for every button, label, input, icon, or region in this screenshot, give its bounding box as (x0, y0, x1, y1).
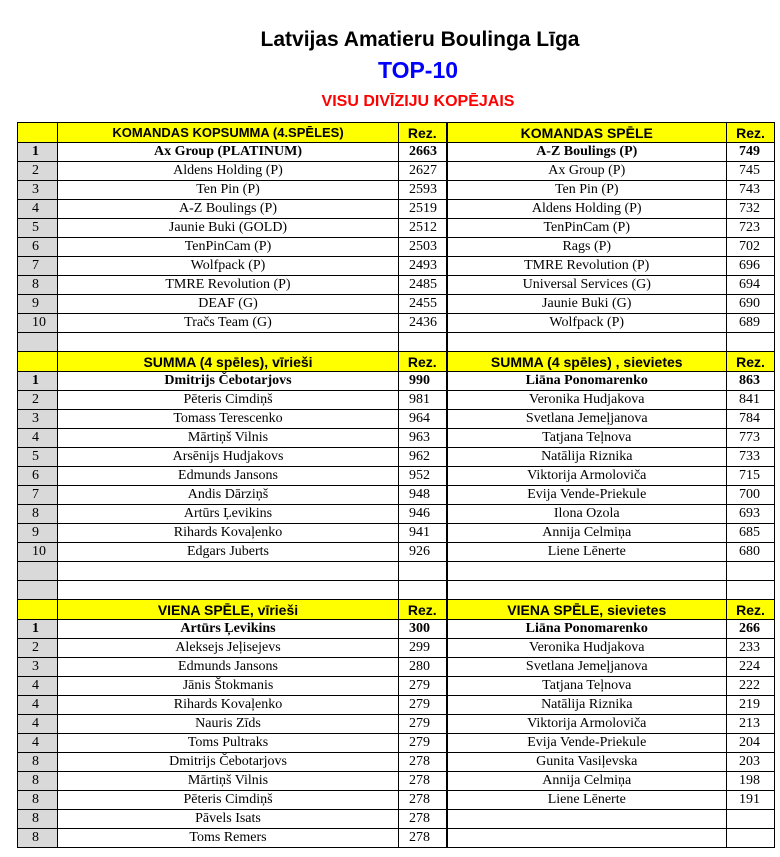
rank-cell: 2 (18, 391, 58, 410)
table-row (18, 734, 775, 753)
spacer-cell (58, 333, 399, 352)
spacer-row (18, 581, 775, 600)
rez-header: Rez. (727, 352, 775, 372)
left-score-cell: 299 (399, 639, 447, 658)
right-name-cell: Liāna Ponomarenko (447, 620, 727, 639)
rank-cell: 4 (18, 677, 58, 696)
left-score-cell: 300 (399, 620, 447, 639)
spacer-cell (58, 581, 399, 600)
spacer-cell (18, 581, 58, 600)
left-name-cell: Rihards Kovaļenko (58, 524, 399, 543)
left-score-cell: 2503 (399, 238, 447, 257)
right-score-cell (727, 810, 775, 829)
table-row (18, 696, 775, 715)
table-row (18, 200, 775, 219)
rank-cell: 9 (18, 524, 58, 543)
spacer-cell (399, 581, 447, 600)
rez-header: Rez. (399, 352, 447, 372)
left-score-cell: 2493 (399, 257, 447, 276)
rank-cell: 4 (18, 696, 58, 715)
right-score-cell: 680 (727, 543, 775, 562)
spacer-cell (727, 562, 775, 581)
right-score-cell: 749 (727, 143, 775, 162)
right-name-cell: Svetlana Jemeļjanova (447, 410, 727, 429)
right-name-cell (447, 829, 727, 848)
spacer-cell (58, 562, 399, 581)
right-score-cell: 191 (727, 791, 775, 810)
left-name-cell: Dmitrijs Čebotarjovs (58, 753, 399, 772)
rank-cell: 4 (18, 200, 58, 219)
right-name-cell: Veronika Hudjakova (447, 639, 727, 658)
results-table (17, 122, 775, 848)
spacer-cell (447, 562, 727, 581)
rank-cell: 8 (18, 810, 58, 829)
table-row (18, 295, 775, 314)
rank-cell: 8 (18, 753, 58, 772)
left-score-cell: 926 (399, 543, 447, 562)
right-name-cell: Ten Pin (P) (447, 181, 727, 200)
left-name-cell: Dmitrijs Čebotarjovs (58, 372, 399, 391)
right-score-cell: 198 (727, 772, 775, 791)
left-name-cell: Andis Dārziņš (58, 486, 399, 505)
right-name-cell: Universal Services (G) (447, 276, 727, 295)
left-name-cell: DEAF (G) (58, 295, 399, 314)
table-row (18, 791, 775, 810)
left-score-cell: 278 (399, 829, 447, 848)
table-row (18, 391, 775, 410)
rank-cell: 2 (18, 639, 58, 658)
rank-cell: 8 (18, 505, 58, 524)
rank-cell: 7 (18, 257, 58, 276)
left-score-cell: 279 (399, 696, 447, 715)
right-score-cell: 863 (727, 372, 775, 391)
right-name-cell: Ilona Ozola (447, 505, 727, 524)
right-name-cell: Natālija Riznika (447, 448, 727, 467)
right-score-cell: 715 (727, 467, 775, 486)
left-score-cell: 278 (399, 791, 447, 810)
table-row (18, 429, 775, 448)
right-score-cell: 723 (727, 219, 775, 238)
section-right-header: VIENA SPĒLE, sievietes (447, 600, 727, 620)
right-score-cell: 204 (727, 734, 775, 753)
table-row (18, 772, 775, 791)
table-row (18, 658, 775, 677)
left-name-cell: Pēteris Cimdiņš (58, 391, 399, 410)
rank-cell: 8 (18, 791, 58, 810)
rank-cell: 1 (18, 372, 58, 391)
right-name-cell: Rags (P) (447, 238, 727, 257)
left-score-cell: 963 (399, 429, 447, 448)
left-name-cell: Edmunds Jansons (58, 467, 399, 486)
left-name-cell: Rihards Kovaļenko (58, 696, 399, 715)
right-score-cell: 702 (727, 238, 775, 257)
rez-header: Rez. (727, 123, 775, 143)
right-score-cell: 745 (727, 162, 775, 181)
left-name-cell: Tračs Team (G) (58, 314, 399, 333)
right-score-cell: 266 (727, 620, 775, 639)
left-score-cell: 2455 (399, 295, 447, 314)
right-score-cell: 784 (727, 410, 775, 429)
table-row (18, 677, 775, 696)
right-score-cell: 694 (727, 276, 775, 295)
left-score-cell: 280 (399, 658, 447, 677)
spacer-cell (399, 562, 447, 581)
table-row (18, 620, 775, 639)
table-row (18, 162, 775, 181)
rank-cell: 4 (18, 715, 58, 734)
right-name-cell: Liene Lēnerte (447, 791, 727, 810)
table-row (18, 448, 775, 467)
right-score-cell: 689 (727, 314, 775, 333)
rez-header: Rez. (399, 600, 447, 620)
left-score-cell: 278 (399, 753, 447, 772)
right-name-cell: Viktorija Armoloviča (447, 715, 727, 734)
left-name-cell: Aldens Holding (P) (58, 162, 399, 181)
rez-header: Rez. (399, 123, 447, 143)
left-name-cell: Mārtiņš Vilnis (58, 429, 399, 448)
right-score-cell: 733 (727, 448, 775, 467)
left-name-cell: Pēteris Cimdiņš (58, 791, 399, 810)
left-score-cell: 981 (399, 391, 447, 410)
table-row (18, 276, 775, 295)
rank-cell: 1 (18, 620, 58, 639)
left-name-cell: Ax Group (PLATINUM) (58, 143, 399, 162)
left-score-cell: 952 (399, 467, 447, 486)
section-left-header: SUMMA (4 spēles), vīrieši (58, 352, 399, 372)
rank-cell: 8 (18, 772, 58, 791)
rez-header: Rez. (727, 600, 775, 620)
section-right-header: KOMANDAS SPĒLE (447, 123, 727, 143)
right-name-cell: Veronika Hudjakova (447, 391, 727, 410)
left-score-cell: 2485 (399, 276, 447, 295)
left-name-cell: Aleksejs Jeļisejevs (58, 639, 399, 658)
right-name-cell: Jaunie Buki (G) (447, 295, 727, 314)
left-score-cell: 2512 (399, 219, 447, 238)
rank-cell: 3 (18, 410, 58, 429)
right-name-cell (447, 810, 727, 829)
left-score-cell: 2436 (399, 314, 447, 333)
right-score-cell: 213 (727, 715, 775, 734)
spacer-row (18, 333, 775, 352)
table-row (18, 639, 775, 658)
right-name-cell: Liene Lēnerte (447, 543, 727, 562)
rank-cell: 6 (18, 467, 58, 486)
right-name-cell: Svetlana Jemeļjanova (447, 658, 727, 677)
table-row (18, 486, 775, 505)
right-score-cell: 222 (727, 677, 775, 696)
table-row (18, 410, 775, 429)
right-name-cell: Annija Celmiņa (447, 772, 727, 791)
left-name-cell: Edmunds Jansons (58, 658, 399, 677)
header-rank-cell (18, 123, 58, 143)
right-name-cell: Evija Vende-Priekule (447, 734, 727, 753)
rank-cell: 2 (18, 162, 58, 181)
left-name-cell: Jaunie Buki (GOLD) (58, 219, 399, 238)
rank-cell: 7 (18, 486, 58, 505)
right-name-cell: A-Z Boulings (P) (447, 143, 727, 162)
left-name-cell: Artūrs Ļevikins (58, 620, 399, 639)
table-row (18, 810, 775, 829)
rank-cell: 4 (18, 429, 58, 448)
right-score-cell: 233 (727, 639, 775, 658)
left-name-cell: TMRE Revolution (P) (58, 276, 399, 295)
table-row (18, 715, 775, 734)
right-name-cell: TMRE Revolution (P) (447, 257, 727, 276)
rank-cell: 5 (18, 219, 58, 238)
spacer-cell (727, 581, 775, 600)
right-name-cell: Aldens Holding (P) (447, 200, 727, 219)
rank-cell: 4 (18, 734, 58, 753)
left-score-cell: 2663 (399, 143, 447, 162)
left-name-cell: Mārtiņš Vilnis (58, 772, 399, 791)
spacer-cell (18, 562, 58, 581)
left-name-cell: A-Z Boulings (P) (58, 200, 399, 219)
right-name-cell: TenPinCam (P) (447, 219, 727, 238)
table-row (18, 524, 775, 543)
left-score-cell: 990 (399, 372, 447, 391)
page-title: Latvijas Amatieru Boulinga Līga (260, 28, 580, 51)
right-score-cell: 693 (727, 505, 775, 524)
spacer-row (18, 562, 775, 581)
left-score-cell: 2593 (399, 181, 447, 200)
spacer-cell (447, 333, 727, 352)
rank-cell: 6 (18, 238, 58, 257)
table-row (18, 257, 775, 276)
page-caption: VISU DIVĪZIJU KOPĒJAIS (321, 93, 515, 110)
left-score-cell: 278 (399, 810, 447, 829)
left-name-cell: Toms Remers (58, 829, 399, 848)
table-row (18, 238, 775, 257)
right-name-cell: Evija Vende-Priekule (447, 486, 727, 505)
right-name-cell: Natālija Riznika (447, 696, 727, 715)
rank-cell: 10 (18, 314, 58, 333)
left-name-cell: Nauris Zīds (58, 715, 399, 734)
right-name-cell: Gunita Vasiļevska (447, 753, 727, 772)
table-row (18, 829, 775, 848)
section-right-header: SUMMA (4 spēles) , sievietes (447, 352, 727, 372)
left-score-cell: 962 (399, 448, 447, 467)
header-rank-cell (18, 600, 58, 620)
left-name-cell: Artūrs Ļevikins (58, 505, 399, 524)
right-score-cell: 696 (727, 257, 775, 276)
table-row (18, 372, 775, 391)
left-score-cell: 941 (399, 524, 447, 543)
rank-cell: 5 (18, 448, 58, 467)
right-score-cell: 685 (727, 524, 775, 543)
rank-cell: 8 (18, 829, 58, 848)
right-score-cell: 773 (727, 429, 775, 448)
rank-cell: 8 (18, 276, 58, 295)
left-name-cell: Toms Pultraks (58, 734, 399, 753)
left-score-cell: 279 (399, 715, 447, 734)
left-score-cell: 964 (399, 410, 447, 429)
right-name-cell: Wolfpack (P) (447, 314, 727, 333)
table-row (18, 181, 775, 200)
left-name-cell: Arsēnijs Hudjakovs (58, 448, 399, 467)
right-score-cell: 841 (727, 391, 775, 410)
rank-cell: 1 (18, 143, 58, 162)
right-name-cell: Tatjana Teļnova (447, 429, 727, 448)
right-score-cell: 690 (727, 295, 775, 314)
right-name-cell: Annija Celmiņa (447, 524, 727, 543)
right-name-cell: Liāna Ponomarenko (447, 372, 727, 391)
left-score-cell: 948 (399, 486, 447, 505)
header-rank-cell (18, 352, 58, 372)
rank-cell: 9 (18, 295, 58, 314)
section-header-row (18, 123, 775, 143)
left-name-cell: TenPinCam (P) (58, 238, 399, 257)
left-name-cell: Tomass Terescenko (58, 410, 399, 429)
table-row (18, 467, 775, 486)
left-name-cell: Wolfpack (P) (58, 257, 399, 276)
section-left-header: KOMANDAS KOPSUMMA (4.SPĒLES) (58, 123, 399, 143)
right-name-cell: Tatjana Teļnova (447, 677, 727, 696)
left-score-cell: 2627 (399, 162, 447, 181)
section-header-row (18, 352, 775, 372)
spacer-cell (399, 333, 447, 352)
left-score-cell: 2519 (399, 200, 447, 219)
table-row (18, 314, 775, 333)
right-name-cell: Ax Group (P) (447, 162, 727, 181)
right-score-cell: 700 (727, 486, 775, 505)
left-name-cell: Pāvels Isats (58, 810, 399, 829)
right-score-cell: 224 (727, 658, 775, 677)
right-score-cell: 743 (727, 181, 775, 200)
right-score-cell (727, 829, 775, 848)
left-name-cell: Jānis Štokmanis (58, 677, 399, 696)
right-score-cell: 203 (727, 753, 775, 772)
spacer-cell (727, 333, 775, 352)
right-name-cell: Viktorija Armoloviča (447, 467, 727, 486)
rank-cell: 3 (18, 181, 58, 200)
left-score-cell: 279 (399, 734, 447, 753)
left-name-cell: Ten Pin (P) (58, 181, 399, 200)
rank-cell: 10 (18, 543, 58, 562)
right-score-cell: 732 (727, 200, 775, 219)
left-score-cell: 278 (399, 772, 447, 791)
section-left-header: VIENA SPĒLE, vīrieši (58, 600, 399, 620)
left-score-cell: 279 (399, 677, 447, 696)
rank-cell: 3 (18, 658, 58, 677)
left-name-cell: Edgars Juberts (58, 543, 399, 562)
table-row (18, 505, 775, 524)
section-header-row (18, 600, 775, 620)
spacer-cell (447, 581, 727, 600)
right-score-cell: 219 (727, 696, 775, 715)
page-subtitle: TOP-10 (377, 57, 459, 83)
spacer-cell (18, 333, 58, 352)
table-row (18, 143, 775, 162)
table-row (18, 753, 775, 772)
left-score-cell: 946 (399, 505, 447, 524)
table-row (18, 219, 775, 238)
table-row (18, 543, 775, 562)
